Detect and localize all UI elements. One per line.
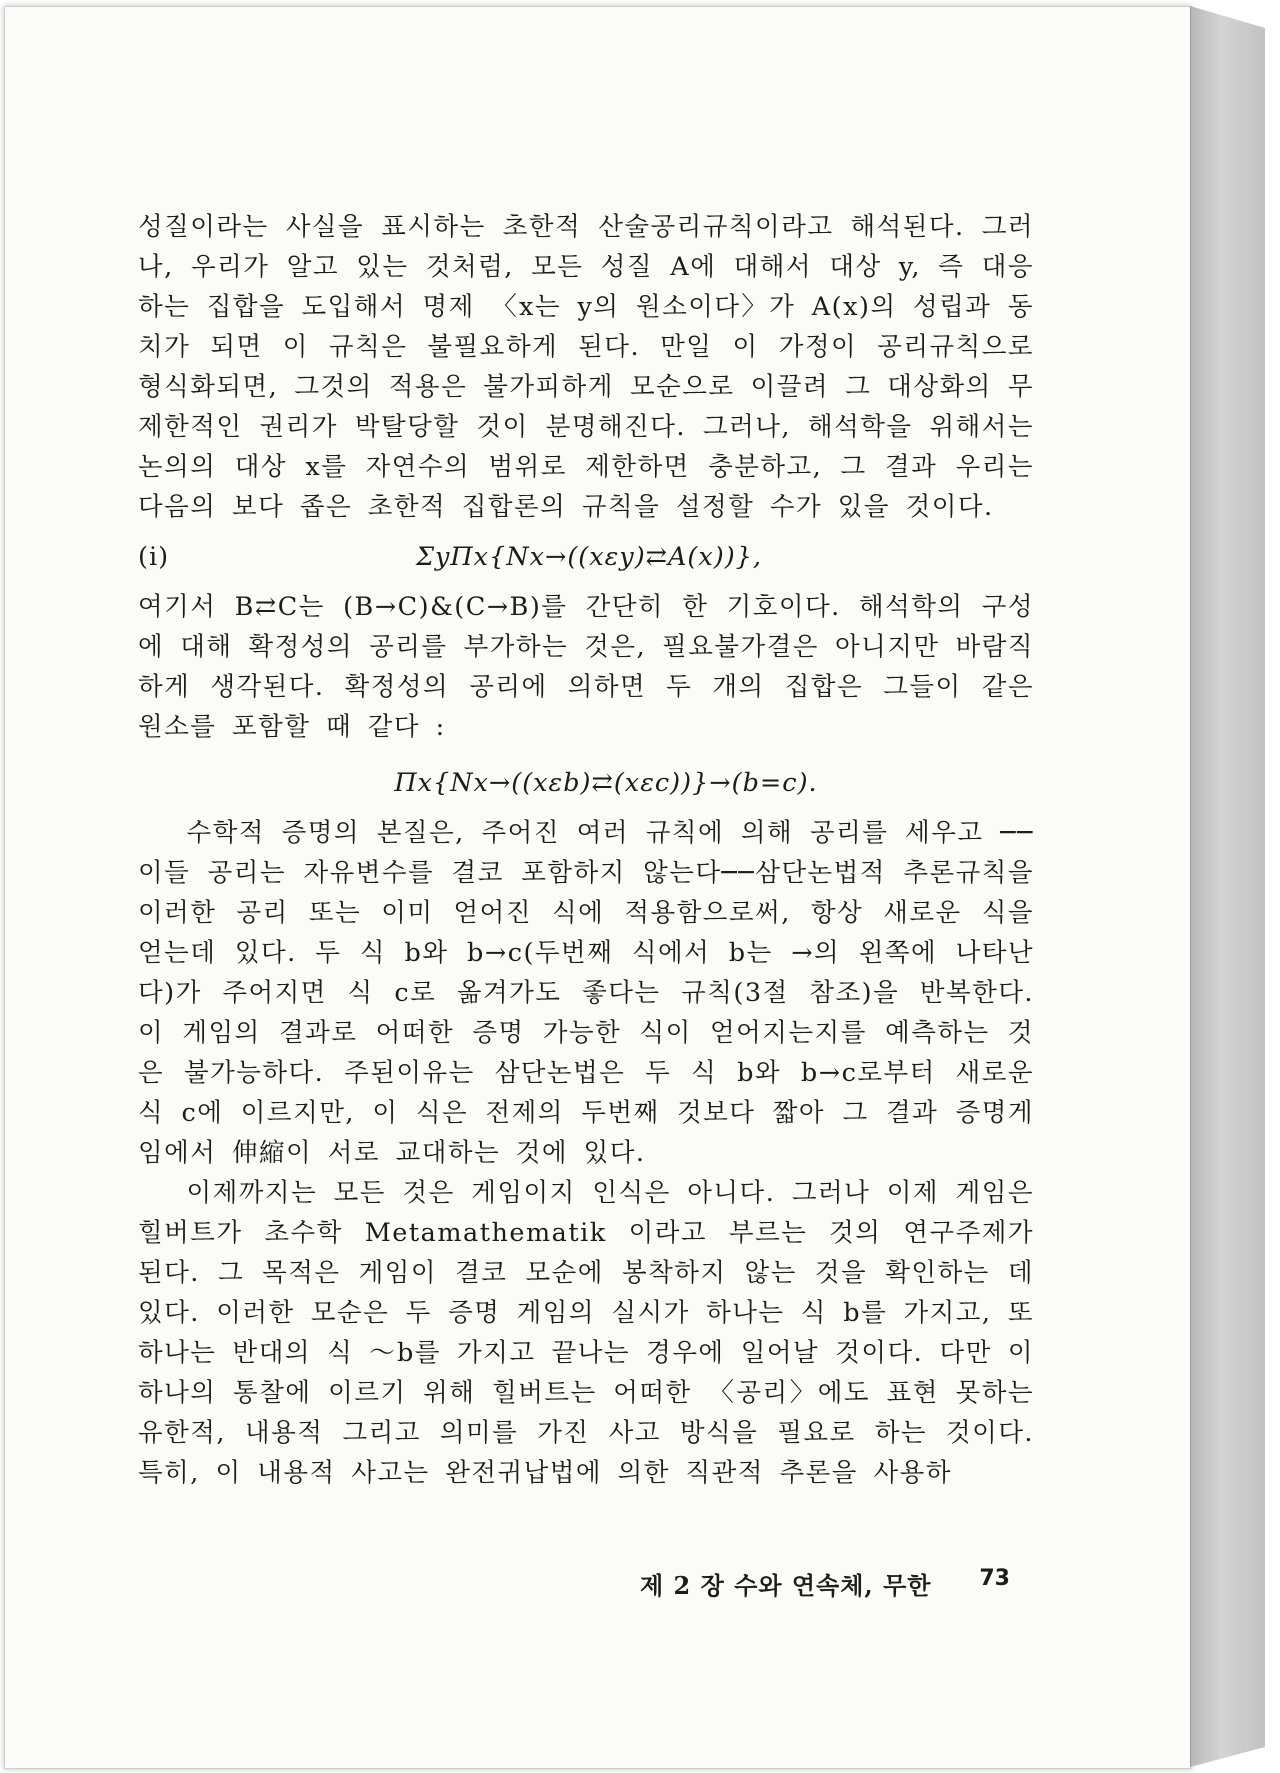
paragraph: 이제까지는 모든 것은 게임이지 인식은 아니다. 그러나 이제 게임은 힐버트가 초수학 Metamathematik 이라고 부르는 것의 연구주제가 된다. 그 목적은 게임이 결코 모순에 봉착하지 않는 것을 확인하는 데 있다. 이러한 모순은 두 증명 게임의 실시가 하나는 식 b를 가지고, 또 하나는 반대의 식 ～b를 가지고 끝나는 경우에 일어날 것이다. 다만 이 하나의 통찰에 이르기 위해 힐버트는 어떠한 〈공리〉에도 표현 못하는 유한적, 내용적 그리고 의미를 가진 사고 방식을 필요로 하는 것이다. 특히, 이 내용적 사고는 완전귀납법에 의한 직관적 추론을 사용하: [138, 1178, 1034, 1488]
formula: ΣyΠx{Nx→((xεy)⇄A(x))},: [416, 542, 762, 572]
paragraph: 수학적 증명의 본질은, 주어진 여러 규칙에 의해 공리를 세우고 ──이들 공리는 자유변수를 결코 포함하지 않는다──삼단논법적 추론규칙을 이러한 공리 또는 이미 얻어진 식에 적용함으로써, 항상 새로운 식을 얻는데 있다. 두 식 b와 b→c(두번째 식에서 b는 →의 왼쪽에 나타난다)가 주어지면 식 c로 옮겨가도 좋다는 규칙(3절 참조)을 반복한다. 이 게임의 결과로 어떠한 증명 가능한 식이 얻어지는지를 예측하는 것은 불가능하다. 주된이유는 삼단논법은 두 식 b와 b→c로부터 새로운 식 c에 이르지만, 이 식은 전제의 두번째 것보다 짧아 그 결과 증명게임에서 伸縮이 서로 교대하는 것에 있다.: [138, 818, 1034, 1168]
page-footer: [640, 1566, 1020, 1606]
chapter-title: 제 2 장 수와 연속체, 무한: [640, 1571, 932, 1600]
formula: Πx{Nx→((xεb)⇄(xεc))}→(b=c).: [394, 768, 818, 798]
formula-row: [138, 537, 1034, 577]
page-number: 73: [979, 1566, 1010, 1591]
paragraph: 여기서 B⇄C는 (B→C)&(C→B)를 간단히 한 기호이다. 해석학의 구성에 대해 확정성의 공리를 부가하는 것은, 필요불가결은 아니지만 바람직하게 생각된다. 확정성의 공리에 의하면 두 개의 집합은 그들이 같은 원소를 포함할 때 같다 :: [138, 592, 1034, 742]
paragraph: 성질이라는 사실을 표시하는 초한적 산술공리규칙이라고 해석된다. 그러나, 우리가 알고 있는 것처럼, 모든 성질 A에 대해서 대상 y, 즉 대응하는 집합을 도입해서 명제 〈x는 y의 원소이다〉가 A(x)의 성립과 동치가 되면 이 규칙은 불필요하게 된다. 만일 이 가정이 공리규칙으로 형식화되면, 그것의 적용은 불가피하게 모순으로 이끌려 그 대상화의 무제한적인 권리가 박탈당할 것이 분명해진다. 그러나, 해석학을 위해서는 논의의 대상 x를 자연수의 범위로 제한하면 충분하고, 그 결과 우리는 다음의 보다 좁은 초한적 집합론의 규칙을 설정할 수가 있을 것이다.: [138, 212, 1034, 522]
formula-label: (i): [138, 542, 170, 572]
page-edge: [1190, 6, 1265, 1767]
page-body: [138, 207, 1034, 1493]
